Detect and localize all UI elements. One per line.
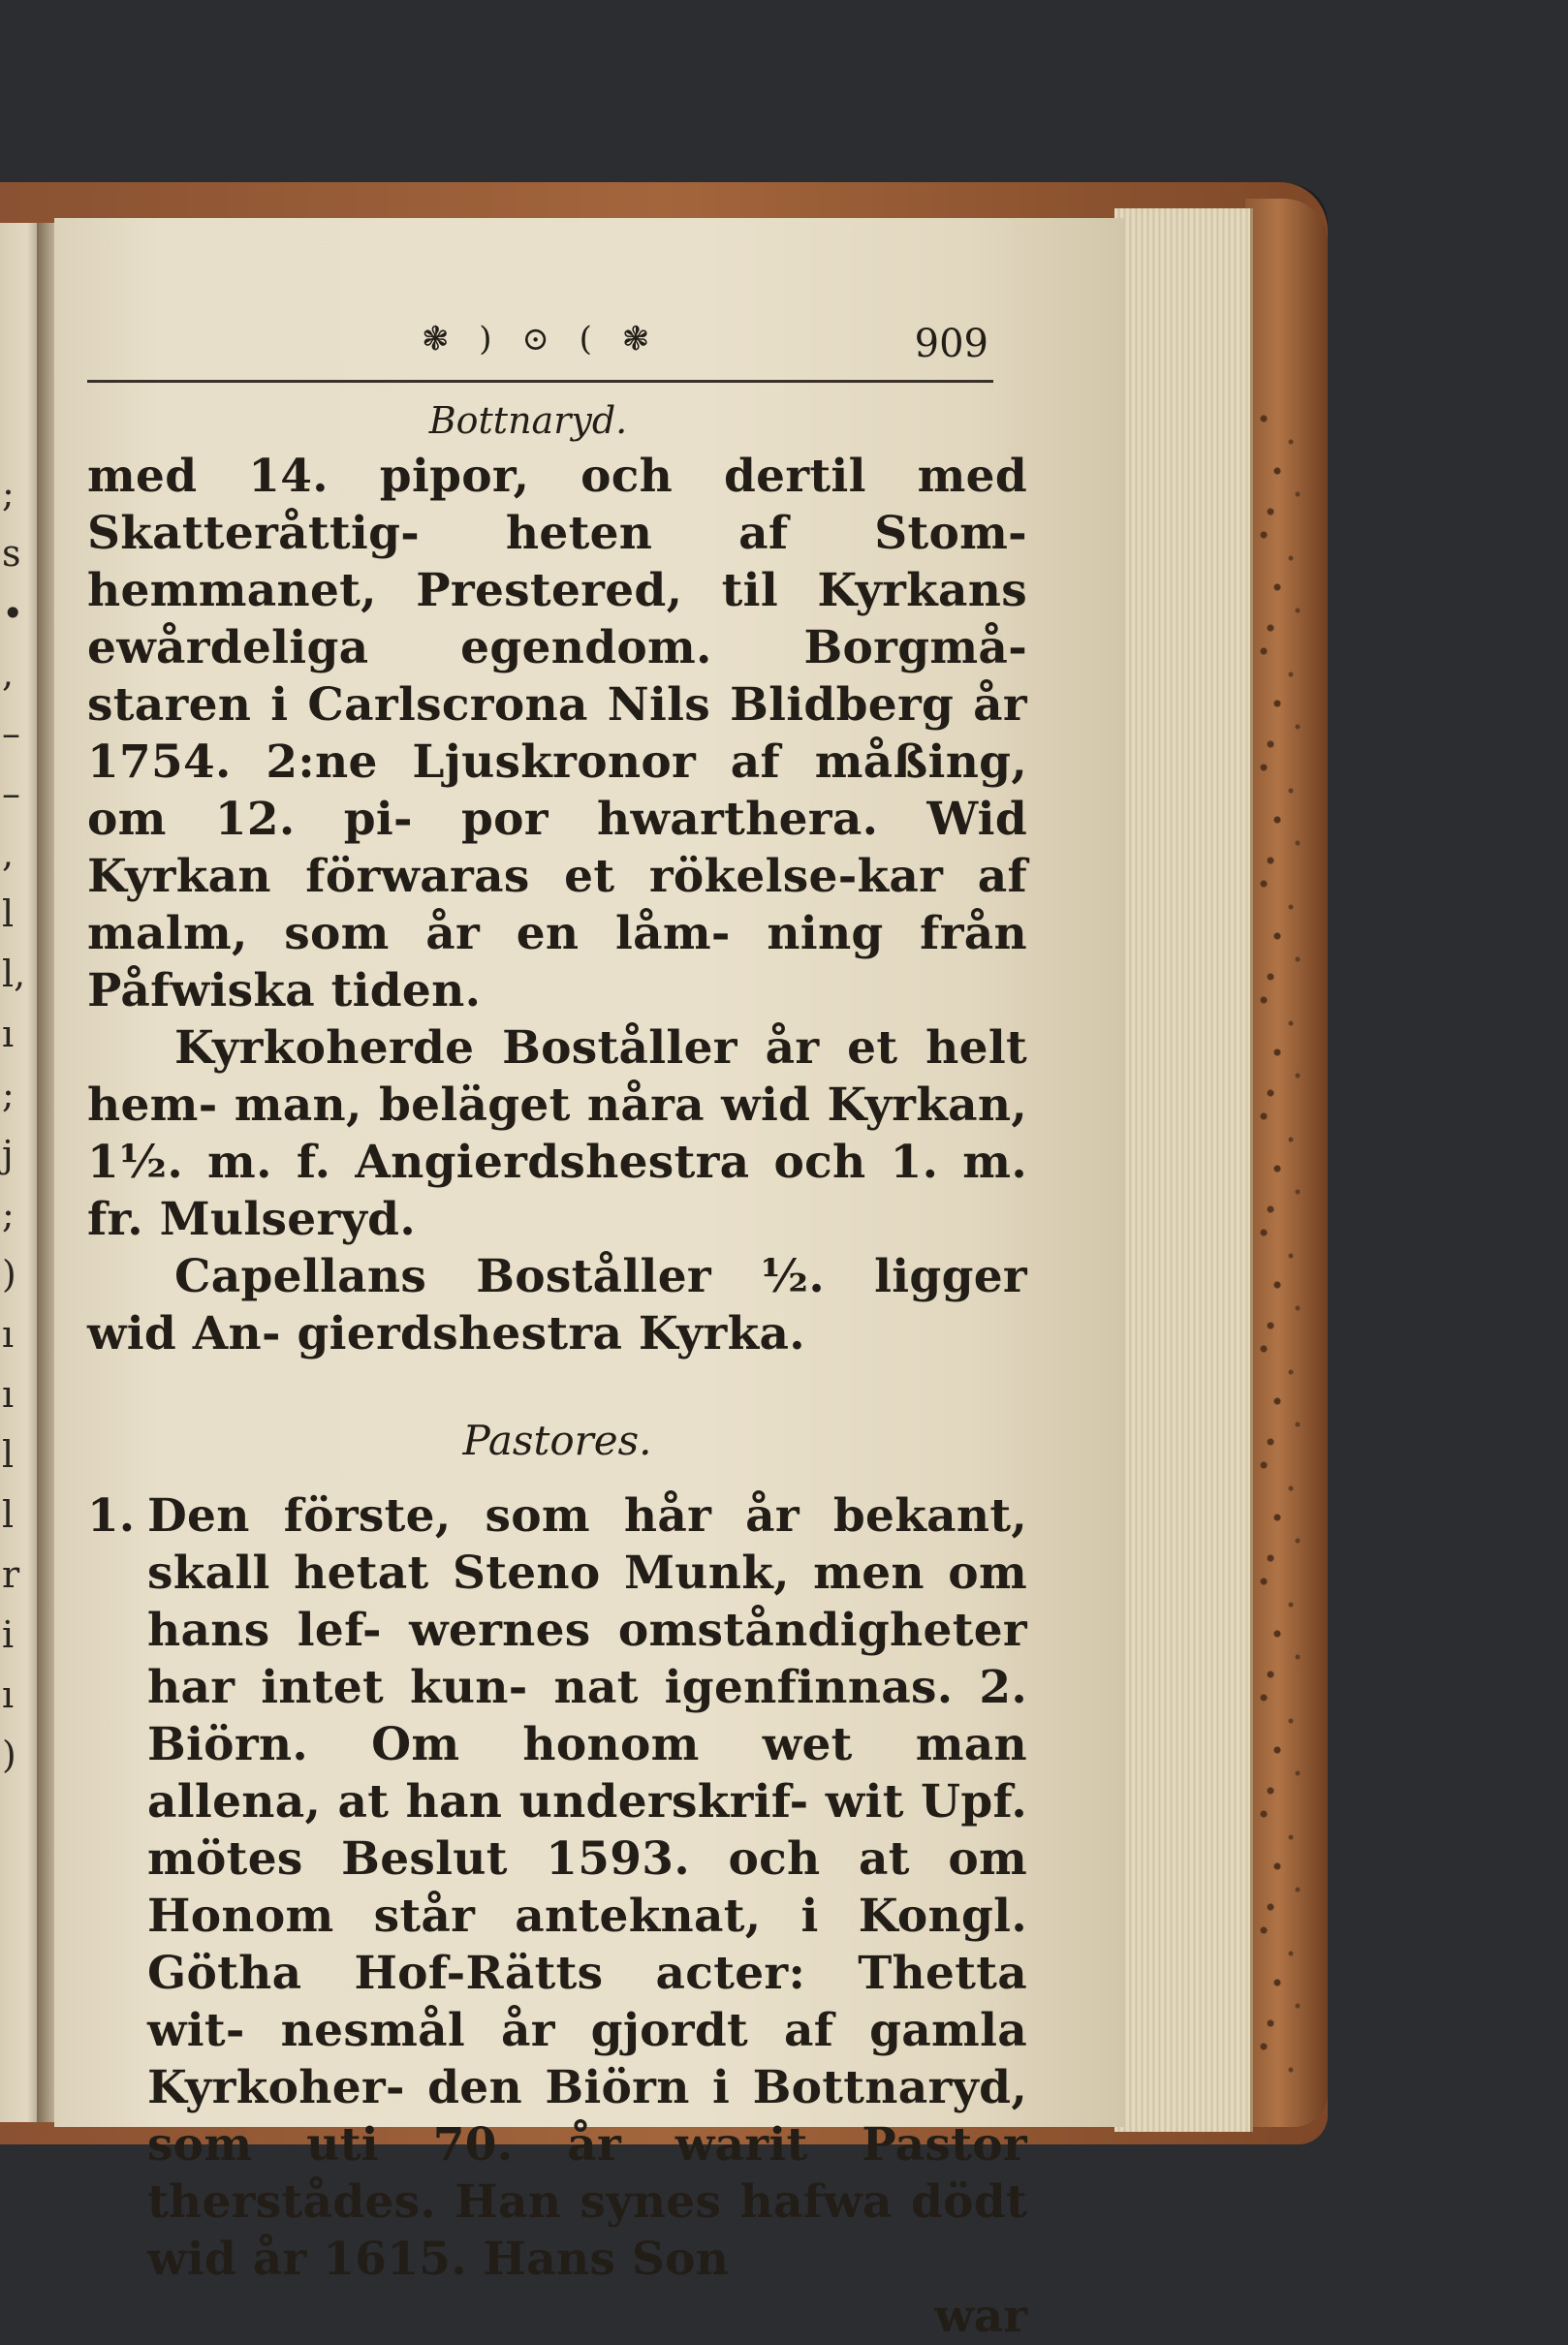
left-page-fragment: s bbox=[2, 532, 21, 575]
left-page-fragment: ı bbox=[2, 1373, 15, 1416]
left-page bbox=[0, 223, 39, 2122]
left-page-fragment: – bbox=[2, 772, 20, 815]
left-page-fragment: ) bbox=[2, 1734, 16, 1776]
left-page-fragment: • bbox=[2, 592, 24, 635]
running-head: Bottnaryd. bbox=[428, 399, 628, 442]
left-page-fragment: ; bbox=[2, 1073, 15, 1115]
page-text bbox=[87, 320, 1027, 2345]
left-page-fragment: ; bbox=[2, 1193, 15, 1235]
header-ornament: ❃ ) ⊙ ( ❃ bbox=[422, 320, 660, 359]
page-number: 909 bbox=[914, 322, 988, 366]
left-page-fragment: l bbox=[2, 892, 15, 935]
left-page-fragment: l, bbox=[2, 953, 26, 995]
left-page-fragment: l bbox=[2, 1493, 15, 1536]
paragraph: med 14. pipor, och dertil med Skatteråttig- heten af Stom-hemmanet, Prestered, til Kyrkans ewårdeliga egendom. Borgmå- staren i Carlscrona Nils Blidberg år 1754. 2:ne Ljuskronor af måßing, om 12. pi- por hwarthera. Wid Kyrkan förwaras et rökelse-kar af malm, som år en låm- ning från Påfwiska tiden. bbox=[87, 450, 1027, 1017]
entry-text: Den förste, som hår år bekant, skall hetat Steno Munk, men om hans lef- wernes omståndigheter har intet kun- nat igenfinnas. 2. Biörn. Om honom wet man allena, at han underskrif- wit Upf. mötes Beslut 1593. och at om Honom står anteknat, i Kongl. Götha Hof-Rätts acter: Thetta wit- nesmål år gjordt af gamla Kyrkoher- den Biörn i Bottnaryd, som uti 70. år warit Pastor therstådes. Han synes hafwa dödt wid år 1615. Hans Son bbox=[147, 1489, 1027, 2286]
left-page-fragment: i bbox=[2, 1613, 15, 1656]
left-page-fragment: r bbox=[2, 1553, 20, 1596]
left-page-fragment: l bbox=[2, 1433, 15, 1476]
left-page-fragment: ı bbox=[2, 1313, 15, 1356]
left-page-fragment: , bbox=[2, 832, 15, 875]
left-page-fragment: ı bbox=[2, 1673, 15, 1716]
page-edges bbox=[1114, 208, 1253, 2132]
entry-number: 1. bbox=[87, 1489, 136, 1543]
page-header bbox=[87, 320, 1027, 388]
section-heading: Pastores. bbox=[462, 1417, 652, 1464]
left-page-fragment: ) bbox=[2, 1253, 16, 1296]
speckled-edge bbox=[1250, 407, 1318, 2093]
left-page-fragment: – bbox=[2, 712, 20, 755]
catchword: war bbox=[934, 2290, 1027, 2343]
left-page-fragment: j bbox=[2, 1133, 14, 1175]
paragraph: Capellans Boståller ½. ligger wid An- gierdshestra Kyrka. bbox=[87, 1250, 1027, 1360]
left-page-fragment: ; bbox=[2, 472, 15, 515]
left-page-fragment: , bbox=[2, 652, 15, 695]
paragraph: Kyrkoherde Boståller år et helt hem- man, beläget nåra wid Kyrkan, 1½. m. f. Angierdshestra och 1. m. fr. Mulseryd. bbox=[87, 1021, 1027, 1246]
left-page-fragment: ı bbox=[2, 1013, 15, 1055]
list-item bbox=[87, 1487, 1027, 2288]
header-rule bbox=[87, 380, 993, 383]
